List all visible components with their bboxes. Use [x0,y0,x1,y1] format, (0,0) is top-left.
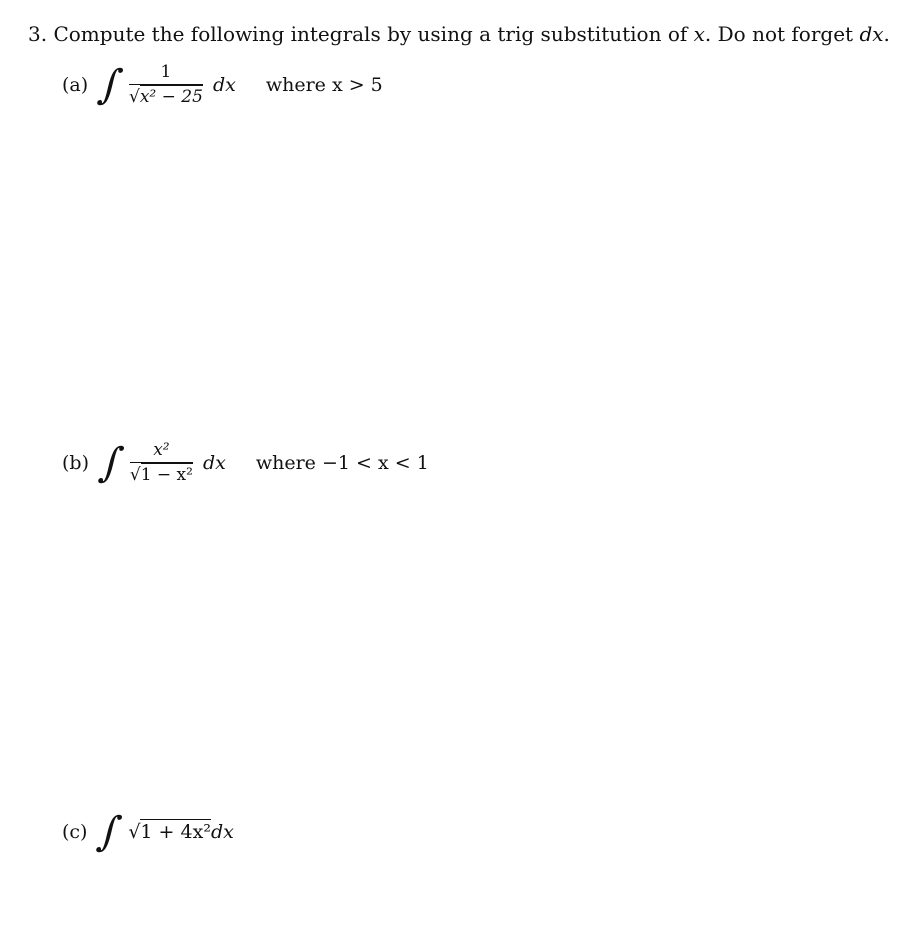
integral-sign: ∫ [94,809,126,855]
part-b-fraction [130,440,193,485]
problem-text-before: Compute the following integrals by using a trig substitution of [53,22,688,46]
part-a-label: (a) [62,73,89,96]
part-b-differential: dx [202,451,226,474]
part-a-numerator: 1 [160,62,172,82]
part-b-radicand: 1 − x² [140,465,193,485]
integral-sign: ∫ [96,439,127,486]
part-c-label: (c) [62,821,88,843]
part-a-differential: dx [212,73,236,96]
problem-text-end: . [883,22,890,46]
problem-var-x: x [693,22,705,46]
part-a-fraction [129,62,203,107]
part-b-condition: where −1 < x < 1 [255,451,429,474]
sqrt-icon: √ [129,465,141,485]
part-c-differential: dx [210,821,234,843]
part-b-numerator: x² [153,440,170,460]
part-c [62,809,234,855]
sqrt-icon: √ [129,87,140,107]
integral-sign: ∫ [95,61,126,108]
problem-text-middle: . Do not forget [704,22,854,46]
part-b-label: (b) [62,451,89,474]
part-c-integrand [128,821,234,843]
part-a [62,62,383,107]
problem-heading [28,22,890,46]
problem-dx: dx [859,22,884,46]
part-c-radicand: 1 + 4x² [140,821,211,843]
part-b [62,440,429,485]
problem-number: 3. [28,22,48,46]
sqrt-icon: √ [128,821,141,843]
part-a-radicand: x² − 25 [139,87,203,107]
part-a-denominator [129,85,203,107]
part-b-denominator [130,463,193,485]
part-a-condition: where x > 5 [265,73,383,96]
